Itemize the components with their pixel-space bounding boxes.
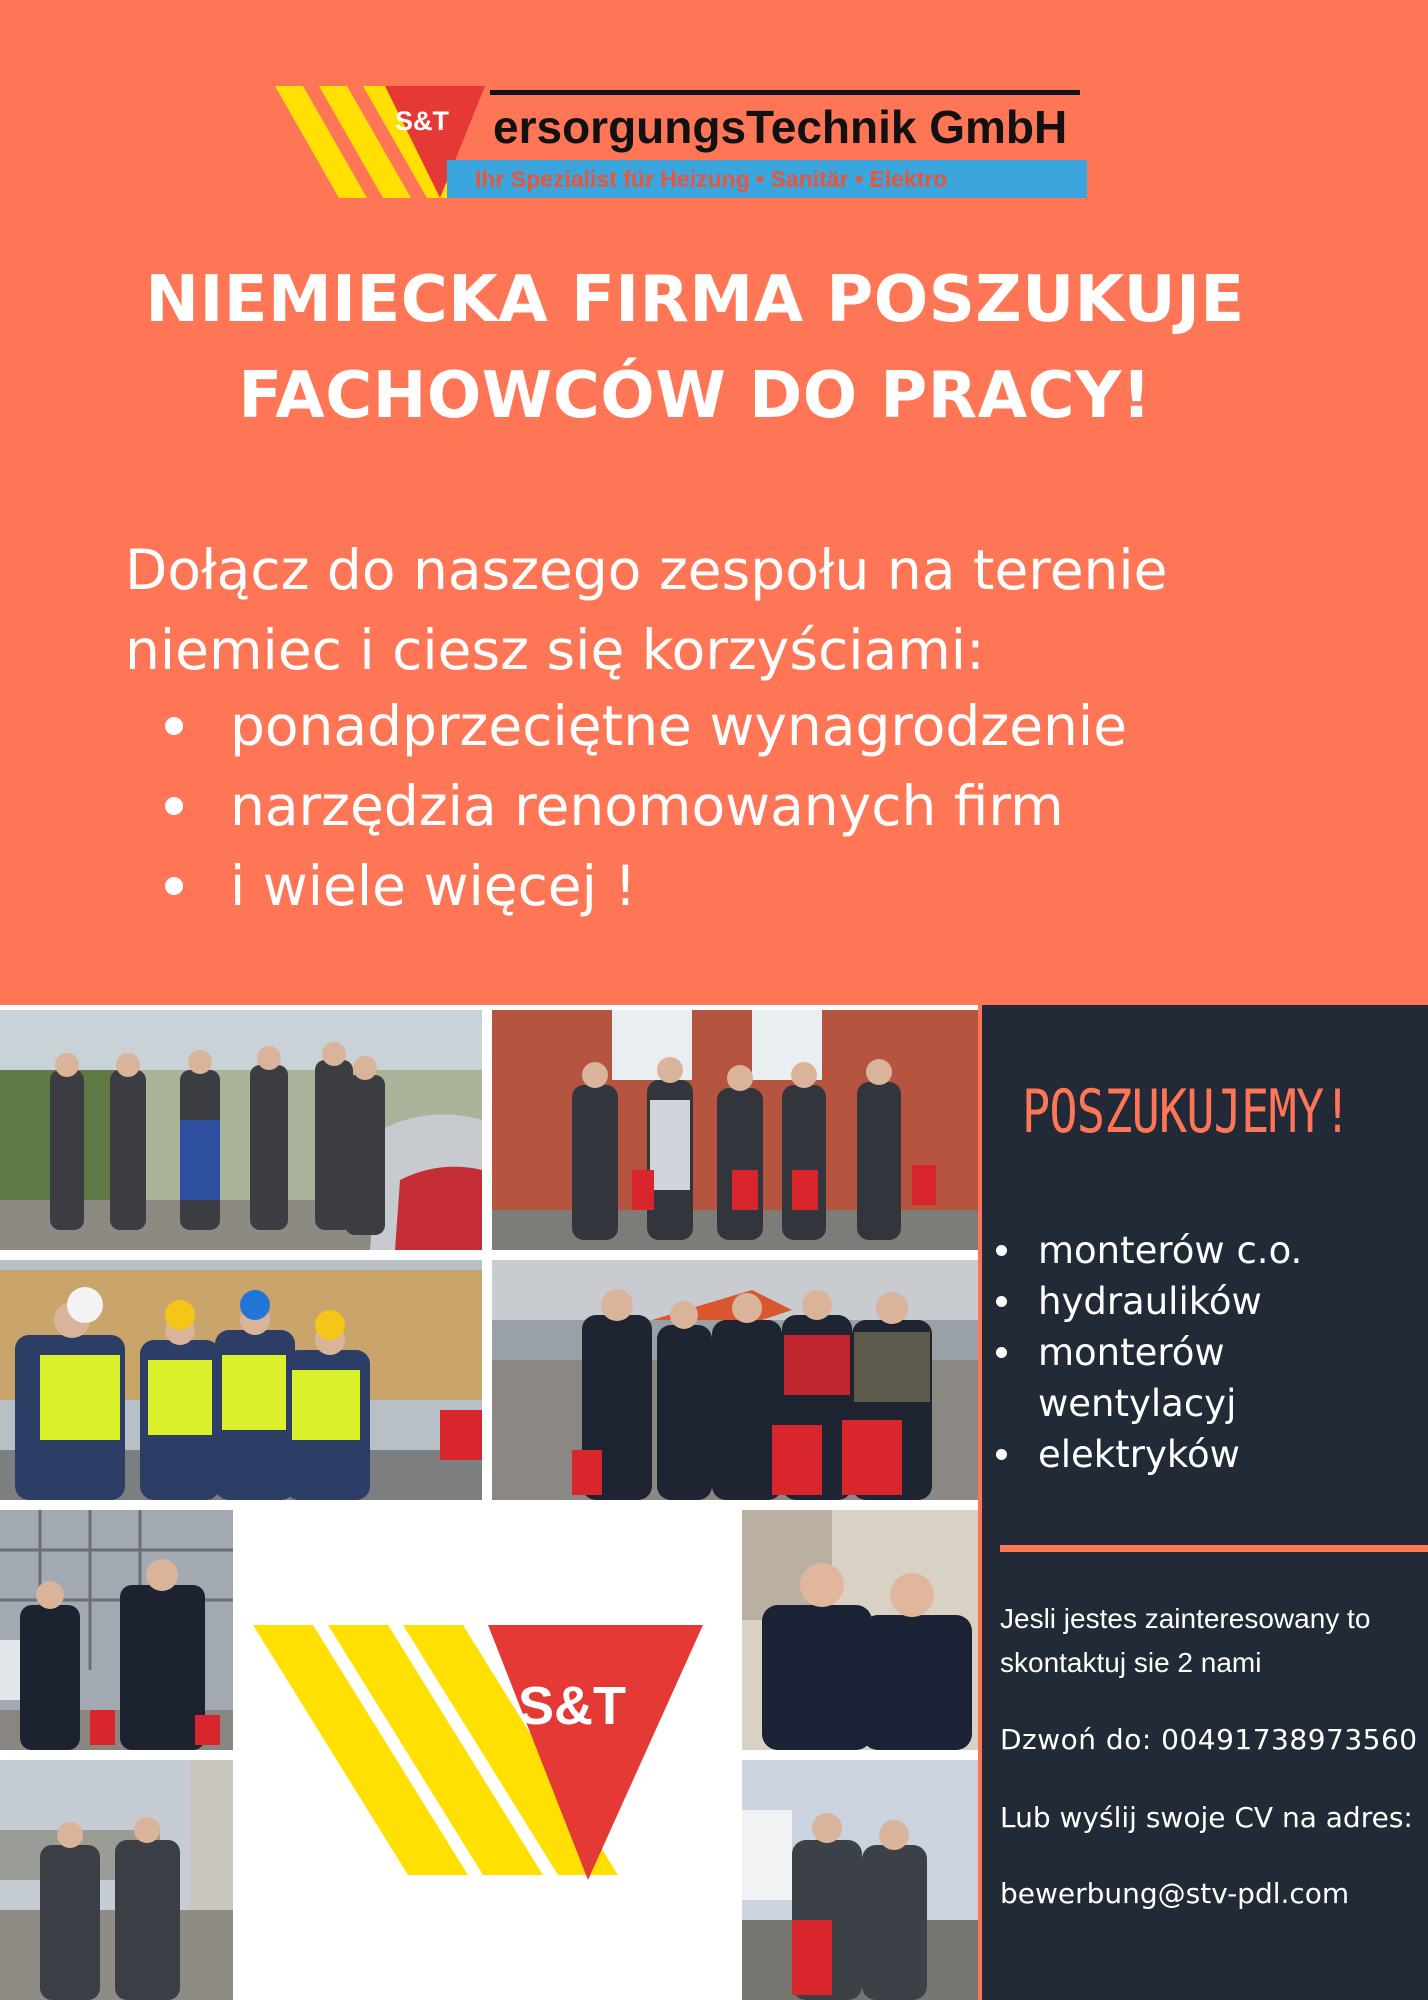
phone-number[interactable]: Dzwoń do: 00491738973560 <box>1000 1723 1418 1756</box>
logo-stripes-icon <box>233 1510 742 2000</box>
logo-tagline: Ihr Spezialist für Heizung • Sanitär • Elektro <box>447 160 1087 198</box>
team-photo-4 <box>492 1260 978 1500</box>
center-logo-mark-text: S&T <box>518 1676 626 1736</box>
email-link[interactable]: bewerbung@stv-pdl.com <box>1000 1877 1350 1910</box>
cv-prompt: Lub wyślij swoje CV na adres: <box>1000 1801 1413 1834</box>
center-company-logo <box>233 1510 742 2000</box>
benefit-item: narzędzia renomowanych firm <box>165 766 1127 846</box>
benefits-list <box>165 686 1127 926</box>
logo-company-name: ersorgungsTechnik GmbH <box>493 101 1068 153</box>
team-photo-7 <box>742 1510 978 1750</box>
team-photo-3 <box>0 1260 482 1500</box>
intro-text <box>125 530 1305 690</box>
headline-line-2: FACHOWCÓW DO PRACY! <box>238 359 1152 433</box>
panel-divider <box>1000 1545 1428 1552</box>
role-item: hydraulików <box>988 1276 1358 1327</box>
intro-line-2: niemiec i ciesz się korzyściami: <box>125 618 985 682</box>
company-logo <box>275 82 1090 202</box>
contact-prompt: Jesli jestes zainteresowany to skontaktuj sie 2 nami <box>1000 1603 1371 1678</box>
roles-list <box>988 1225 1358 1480</box>
team-photo-8 <box>742 1760 978 2000</box>
panel-title: POSZUKUJEMY! <box>1022 1077 1351 1147</box>
job-offers-panel <box>978 1005 1428 2000</box>
logo-mark-text: S&T <box>395 106 449 136</box>
team-photo-1 <box>0 1010 482 1250</box>
benefit-item: ponadprzeciętne wynagrodzenie <box>165 686 1127 766</box>
team-photo-5 <box>0 1510 233 1750</box>
role-item: elektryków <box>988 1429 1358 1480</box>
logo-top-rule <box>490 90 1080 95</box>
team-photo-2 <box>492 1010 978 1250</box>
role-item: monterów wentylacyj <box>988 1327 1358 1429</box>
intro-line-1: Dołącz do naszego zespołu na terenie <box>125 538 1168 602</box>
benefit-item: i wiele więcej ! <box>165 846 1127 926</box>
page-headline <box>100 252 1290 444</box>
team-photo-6 <box>0 1760 233 2000</box>
role-item: monterów c.o. <box>988 1225 1358 1276</box>
headline-line-1: NIEMIECKA FIRMA POSZUKUJE <box>145 263 1245 337</box>
